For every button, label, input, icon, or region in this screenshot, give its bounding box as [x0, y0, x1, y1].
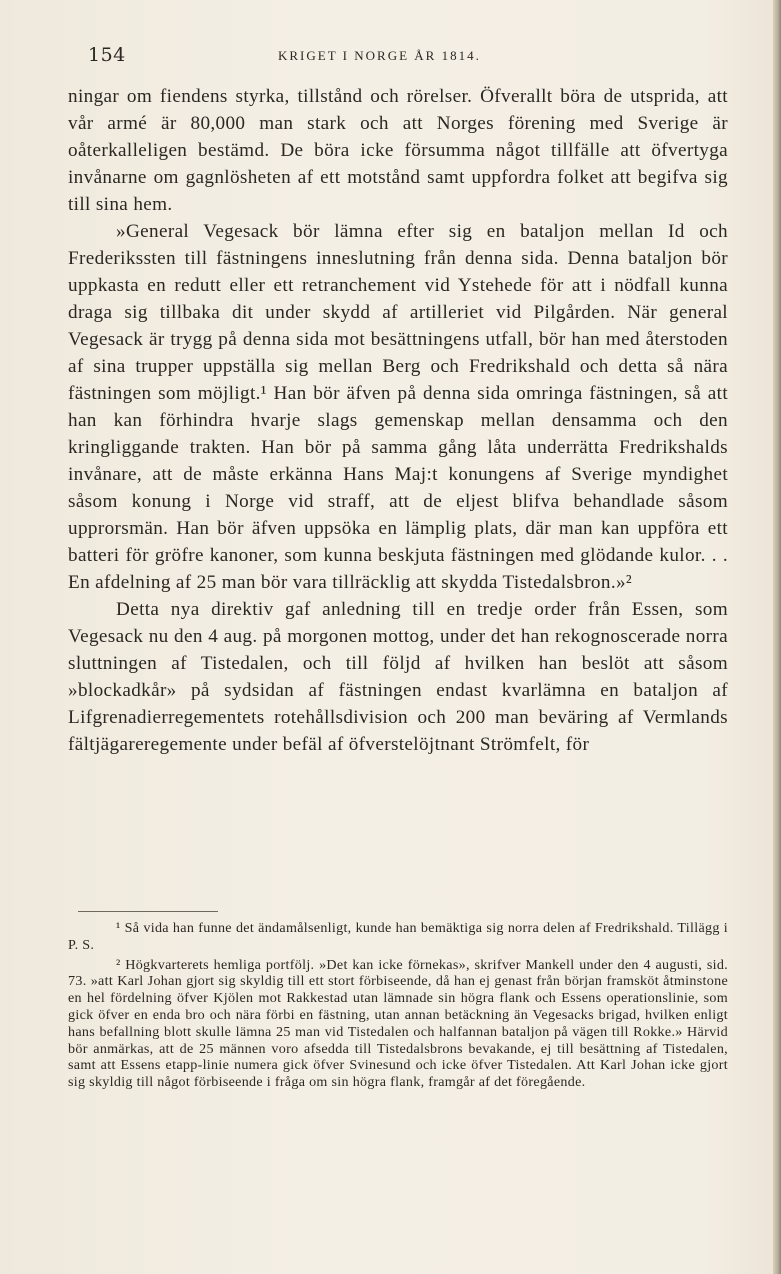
- page-edge: [773, 0, 781, 1274]
- footnote-2: ² Högkvarterets hemliga portfölj. »Det kan icke förnekas», skrifver Mankell under den 4 augusti, sid. 73. »att Karl Johan gjort sig skyldig till ett stort förbiseende, då han ej genast från början framsköt åtminstone en hel fördelning öfver Kjölen mot Rakkestad utan lämnade sin högra flank och Essens operationslinie, som gick öfver en enda bro och nära förbi en fästning, utan annan betäckning än Vegesacks brigad, hvilken enligt hans befallning blott skulle lämna 25 man vid Tistedalen och halfannan bataljon på vägen till Rokke.» Härvid bör anmärkas, att de 25 männen voro afsedda till Tistedalsbrons bevakande, ej till besättning af Tistedalen, samt att Essens etapp-linie numera gick öfver Svinesund och icke öfver Tistedalen. Att Karl Johan icke gjort sig skyldig till något förbiseende i fråga om sin högra flank, framgår af det föregående.: [68, 956, 728, 1091]
- footnote-divider: [78, 911, 218, 912]
- page-header: [88, 42, 678, 72]
- page-number: 154: [88, 44, 126, 66]
- paragraph-3: Detta nya direktiv gaf anledning till en tredje order från Essen, som Vegesack nu den 4 aug. på morgonen mottog, under det han rekognoscerade norra sluttningen af Tistedalen, och till följd af hvilken han beslöt att såsom »blockadkår» på sydsidan af fästningen endast kvarlämna en bataljon af Lifgrenadierregementets rotehållsdivision och 200 man beväring af Vermlands fältjägareregemente under befäl af öfverstelöjtnant Strömfelt, för: [68, 599, 728, 755]
- footnotes: [68, 920, 728, 1091]
- footnote-1: ¹ Så vida han funne det ändamålsenligt, kunde han bemäktiga sig norra delen af Fredrikshald. Tillägg i P. S.: [68, 920, 728, 953]
- running-title: KRIGET I NORGE ÅR 1814.: [278, 48, 481, 63]
- paragraph-2: »General Vegesack bör lämna efter sig en bataljon mellan Id och Frederikssten till fästningens inneslutning från denna sida. Denna bataljon bör uppkasta en redutt eller ett retranchement vid Ystehede för att i nödfall kunna draga sig tillbaka dit under skydd af artilleriet vid Pilgården. När general Vegesack är trygg på denna sida mot besättningens utfall, bör han med återstoden af sina trupper uppställa sig mellan Berg och Fredrikshald och detta så nära fästningen som möjligt.¹ Han bör äfven på denna sida omringa fästningen, så att han kan förhindra hvarje slags gemenskap mellan densamma och den kringliggande trakten. Han bör på samma gång låta underrätta Fredrikshalds invånare, att de måste erkänna Hans Maj:t konungens af Sverige myndighet såsom konung i Norge vid straff, att de eljest blifva behandlade såsom upprorsmän. Han bör äfven uppsöka en lämplig plats, där man kan uppföra ett batteri för gröfre kanoner, som kunna beskjuta fästningen med glödande kulor. . . En afdelning af 25 man bör vara tillräcklig att skydda Tistedalsbron.»²: [68, 221, 728, 593]
- body-text: [68, 83, 728, 758]
- paragraph-1: ningar om fiendens styrka, tillstånd och rörelser. Öfverallt böra de utsprida, att vår armé är 80,000 man stark och att Norges förening med Sverige är oåterkalleligen bestämd. De böra icke försumma något tillfälle att öfvertyga invånarne om gagnlösheten af ett motstånd samt uppfordra folket att begifva sig till sina hem.: [68, 86, 728, 215]
